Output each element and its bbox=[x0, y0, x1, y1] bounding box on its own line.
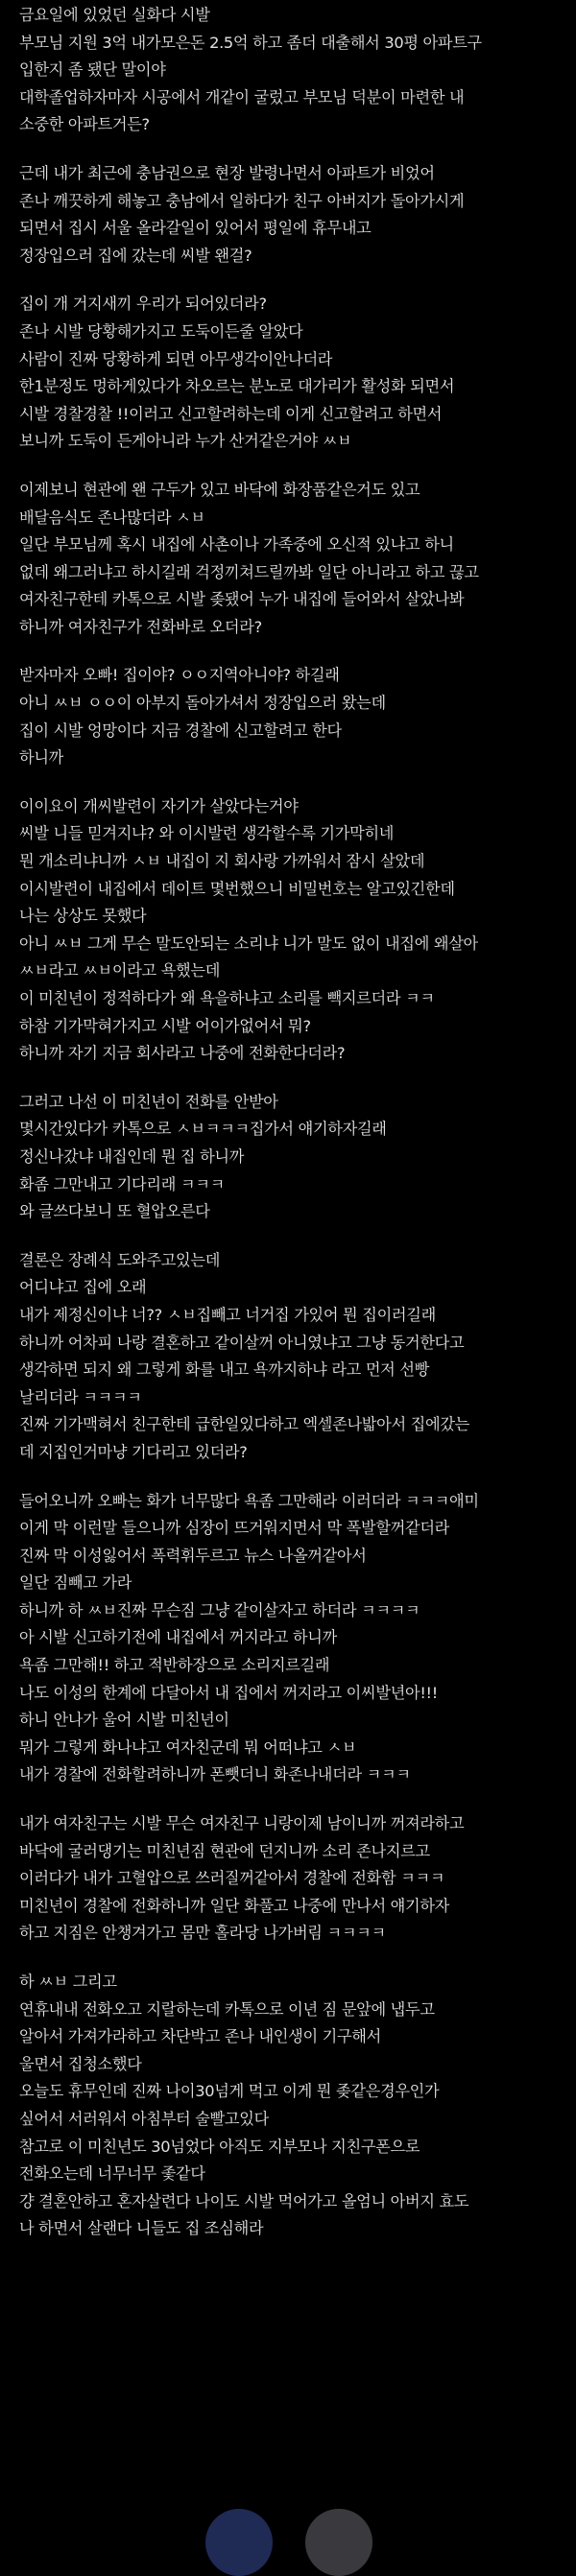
post-line: 입한지 좀 됐단 말이야 bbox=[19, 60, 166, 80]
post-line: 대학졸업하자마자 시공에서 개같이 굴렀고 부모님 덕분이 마련한 내 bbox=[19, 87, 465, 106]
post-line: 욕좀 그만해!! 하고 적반하장으로 소리지르길래 bbox=[19, 1656, 330, 1675]
post-line: 나는 상상도 못했다 bbox=[19, 907, 147, 926]
post-line: 뭐가 그렇게 화나냐고 여자친군데 뭐 어떠냐고 ㅅㅂ bbox=[19, 1737, 357, 1757]
post-paragraph bbox=[19, 477, 566, 642]
post-line: 일단 짐빼고 가라 bbox=[19, 1573, 132, 1593]
post-line: 근데 내가 최근에 충남권으로 현장 발령나면서 아파트가 비었어 bbox=[19, 163, 435, 182]
post-line: 오늘도 휴무인데 진짜 나이30넘게 먹고 이게 뭔 좆같은경우인가 bbox=[19, 2082, 440, 2101]
post-line: 참고로 이 미친년도 30넘었다 아직도 지부모나 지친구폰으로 bbox=[19, 2137, 420, 2156]
post-line: 바닥에 굴러댕기는 미친년짐 현관에 던지니까 소리 존나지르고 bbox=[19, 1841, 430, 1860]
post-line: 부모님 지원 3억 내가모은돈 2.5억 하고 좀더 대출해서 30평 아파트구 bbox=[19, 33, 482, 52]
post-line: 하니까 자기 지금 회사라고 나중에 전화한다더라? bbox=[19, 1044, 346, 1063]
post-line: 되면서 집시 서울 올라갈일이 있어서 평일에 휴무내고 bbox=[19, 219, 372, 238]
post-line: 연휴내내 전화오고 지랄하는데 카톡으로 이년 짐 문앞에 냅두고 bbox=[19, 1999, 435, 2019]
post-line: 존나 깨끗하게 해놓고 충남에서 일하다가 친구 아버지가 돌아가시게 bbox=[19, 191, 465, 210]
post-paragraph bbox=[19, 2, 566, 139]
post-line: 아니 ㅆㅂ ㅇㅇ이 아부지 돌아가셔서 정장입으러 왔는데 bbox=[19, 694, 386, 713]
post-line: 시발 경찰경찰 !!이러고 신고할려하는데 이게 신고할려고 하면서 bbox=[19, 404, 443, 423]
post-line: 데 지집인거마냥 기다리고 있더라? bbox=[19, 1442, 248, 1461]
post-paragraph bbox=[19, 160, 566, 270]
post-line: 하니까 여자친구가 전화바로 오더라? bbox=[19, 617, 262, 636]
post-line: 하니까 bbox=[19, 748, 64, 768]
post-line: 정신나갔냐 내집인데 뭔 집 하니까 bbox=[19, 1146, 245, 1166]
post-line: 하 ㅆㅂ 그리고 bbox=[19, 1973, 117, 1991]
post-line: 이시발련이 내집에서 데이트 몇번했으니 비밀번호는 알고있긴한데 bbox=[19, 879, 455, 898]
post-line: 보니까 도둑이 든게아니라 누가 산거같은거야 ㅆㅂ bbox=[19, 432, 352, 451]
post-actions bbox=[0, 2485, 576, 2528]
post-line: 내가 여자친구는 시발 무슨 여자친구 니랑이제 남이니까 꺼져라하고 bbox=[19, 1814, 465, 1833]
post-line: 집이 시발 엉망이다 지금 경찰에 신고할려고 한다 bbox=[19, 721, 342, 740]
post-line: 울면서 집청소했다 bbox=[19, 2054, 142, 2073]
post-line: 이 미친년이 정적하다가 왜 욕을하냐고 소리를 빽지르더라 ㅋㅋ bbox=[19, 989, 435, 1007]
post-body bbox=[19, 2, 566, 2264]
post-line: 그러고 나선 이 미친년이 전화를 안받아 bbox=[19, 1092, 278, 1111]
post-line: 결론은 장례식 도와주고있는데 bbox=[19, 1250, 221, 1269]
post-line: 하니까 하 ㅆㅂ진짜 무슨짐 그냥 같이살자고 하더라 ㅋㅋㅋㅋ bbox=[19, 1600, 420, 1619]
post-line: 걍 결혼안하고 혼자살련다 나이도 시발 먹어가고 올엄니 아버지 효도 bbox=[19, 2191, 469, 2210]
post-line: 아 시발 신고하기전에 내집에서 꺼지라고 하니까 bbox=[19, 1628, 337, 1647]
post-line: 미친년이 경찰에 전화하니까 일단 화풀고 나중에 만나서 얘기하자 bbox=[19, 1896, 450, 1915]
post-line: 내가 제정신이냐 너?? ㅅㅂ집빼고 너거집 가있어 뭔 집이러길래 bbox=[19, 1305, 436, 1324]
post-line: 화좀 그만내고 기다리래 ㅋㅋㅋ bbox=[19, 1174, 225, 1193]
post-line: 날리더라 ㅋㅋㅋㅋ bbox=[19, 1387, 142, 1406]
post-line: 이이요이 개씨발련이 자기가 살았다는거야 bbox=[19, 796, 299, 815]
post-line: 진짜 기가맥혀서 친구한테 급한일있다하고 엑셀존나밟아서 집에갔는 bbox=[19, 1415, 470, 1434]
post-line: 나도 이성의 한계에 다달아서 내 집에서 꺼지라고 이씨발년아!!! bbox=[19, 1683, 438, 1702]
post-paragraph bbox=[19, 1089, 566, 1226]
post-line: 집이 개 거지새끼 우리가 되어있더라? bbox=[19, 295, 267, 314]
post-line: 하고 지짐은 안챙겨가고 몸만 홀라당 나가버림 ㅋㅋㅋㅋ bbox=[19, 1924, 386, 1943]
post-line: 뭔 개소리냐니까 ㅅㅂ 내집이 지 회사랑 가까워서 잠시 살았데 bbox=[19, 852, 425, 871]
post-line: ㅆㅂ라고 ㅆㅂ이라고 욕했는데 bbox=[19, 961, 221, 981]
post-line: 받자마자 오빠! 집이야? ㅇㅇ지역아니야? 하길래 bbox=[19, 666, 340, 685]
post-line: 이게 막 이런말 들으니까 심장이 뜨거워지면서 막 폭발할꺼같더라 bbox=[19, 1519, 450, 1538]
dislike-button[interactable] bbox=[305, 2509, 372, 2576]
post-paragraph bbox=[19, 291, 566, 456]
post-line: 여자친구한테 카톡으로 시발 좆됐어 누가 내집에 들어와서 살았나봐 bbox=[19, 590, 465, 609]
post-line: 하참 기가막혀가지고 시발 어이가없어서 뭐? bbox=[19, 1016, 311, 1035]
post-paragraph bbox=[19, 1810, 566, 1948]
post-line: 이러다가 내가 고혈압으로 쓰러질꺼같아서 경찰에 전화함 ㅋㅋㅋ bbox=[19, 1869, 445, 1888]
post-line: 이제보니 현관에 왠 구두가 있고 바닥에 화장품같은거도 있고 bbox=[19, 480, 420, 499]
post-line: 전화오는데 너무너무 좇같다 bbox=[19, 2164, 205, 2184]
post-line: 존나 시발 당황해가지고 도둑이든줄 알았다 bbox=[19, 321, 303, 341]
post-line: 나 하면서 살랜다 니들도 집 조심해라 bbox=[19, 2219, 264, 2238]
post-paragraph bbox=[19, 1247, 566, 1467]
post-line: 들어오니까 오빠는 화가 너무많다 욕좀 그만해라 이러더라 ㅋㅋㅋ애미 bbox=[19, 1491, 479, 1510]
post-line: 아니 ㅆㅂ 그게 무슨 말도안되는 소리냐 니가 말도 없이 내집에 왜살아 bbox=[19, 934, 478, 953]
post-line: 몇시간있다가 카톡으로 ㅅㅂㅋㅋㅋ집가서 얘기하자길래 bbox=[19, 1120, 387, 1139]
post-line: 금요일에 있었던 실화다 시발 bbox=[19, 6, 210, 24]
post-paragraph bbox=[19, 793, 566, 1068]
post-line: 하니 안나가 울어 시발 미친년이 bbox=[19, 1711, 229, 1730]
post-line: 어디냐고 집에 오래 bbox=[19, 1278, 147, 1297]
post-line: 내가 경찰에 전화할려하니까 폰뺏더니 화존나내더라 ㅋㅋㅋ bbox=[19, 1765, 411, 1784]
post-line: 생각하면 되지 왜 그렇게 화를 내고 욕까지하냐 라고 먼저 선빵 bbox=[19, 1360, 430, 1380]
post-line: 없데 왜그러냐고 하시길래 걱정끼쳐드릴까봐 일단 아니라고 하고 끊고 bbox=[19, 562, 479, 581]
post-line: 일단 부모님께 혹시 내집에 사촌이나 가족중에 오신적 있냐고 하니 bbox=[19, 535, 454, 555]
post-paragraph bbox=[19, 1969, 566, 2243]
post-line: 씨발 니들 믿겨지냐? 와 이시발련 생각할수록 기가막히네 bbox=[19, 824, 395, 843]
like-button[interactable] bbox=[205, 2509, 273, 2576]
post-line: 싶어서 서러워서 아침부터 술빨고있다 bbox=[19, 2109, 269, 2128]
post-line: 소중한 아파트거든? bbox=[19, 115, 150, 134]
post-paragraph bbox=[19, 1488, 566, 1790]
post-line: 진짜 막 이성잃어서 폭력휘두르고 뉴스 나올꺼같아서 bbox=[19, 1546, 367, 1565]
post-line: 하니까 어차피 나랑 결혼하고 같이살꺼 아니였냐고 그냥 동거한다고 bbox=[19, 1333, 465, 1352]
post-line: 한1분정도 멍하게있다가 차오르는 분노로 대가리가 활성화 되면서 bbox=[19, 377, 455, 396]
post-line: 알아서 가져가라하고 차단박고 존나 내인생이 기구해서 bbox=[19, 2027, 381, 2046]
post-line: 와 글쓰다보니 또 혈압오른다 bbox=[19, 1202, 210, 1221]
post-line: 정장입으러 집에 갔는데 씨발 왠걸? bbox=[19, 246, 252, 265]
post-line: 배달음식도 존나많더라 ㅅㅂ bbox=[19, 508, 205, 527]
post-paragraph bbox=[19, 662, 566, 771]
post-line: 사람이 진짜 당황하게 되면 아무생각이안나더라 bbox=[19, 349, 333, 368]
